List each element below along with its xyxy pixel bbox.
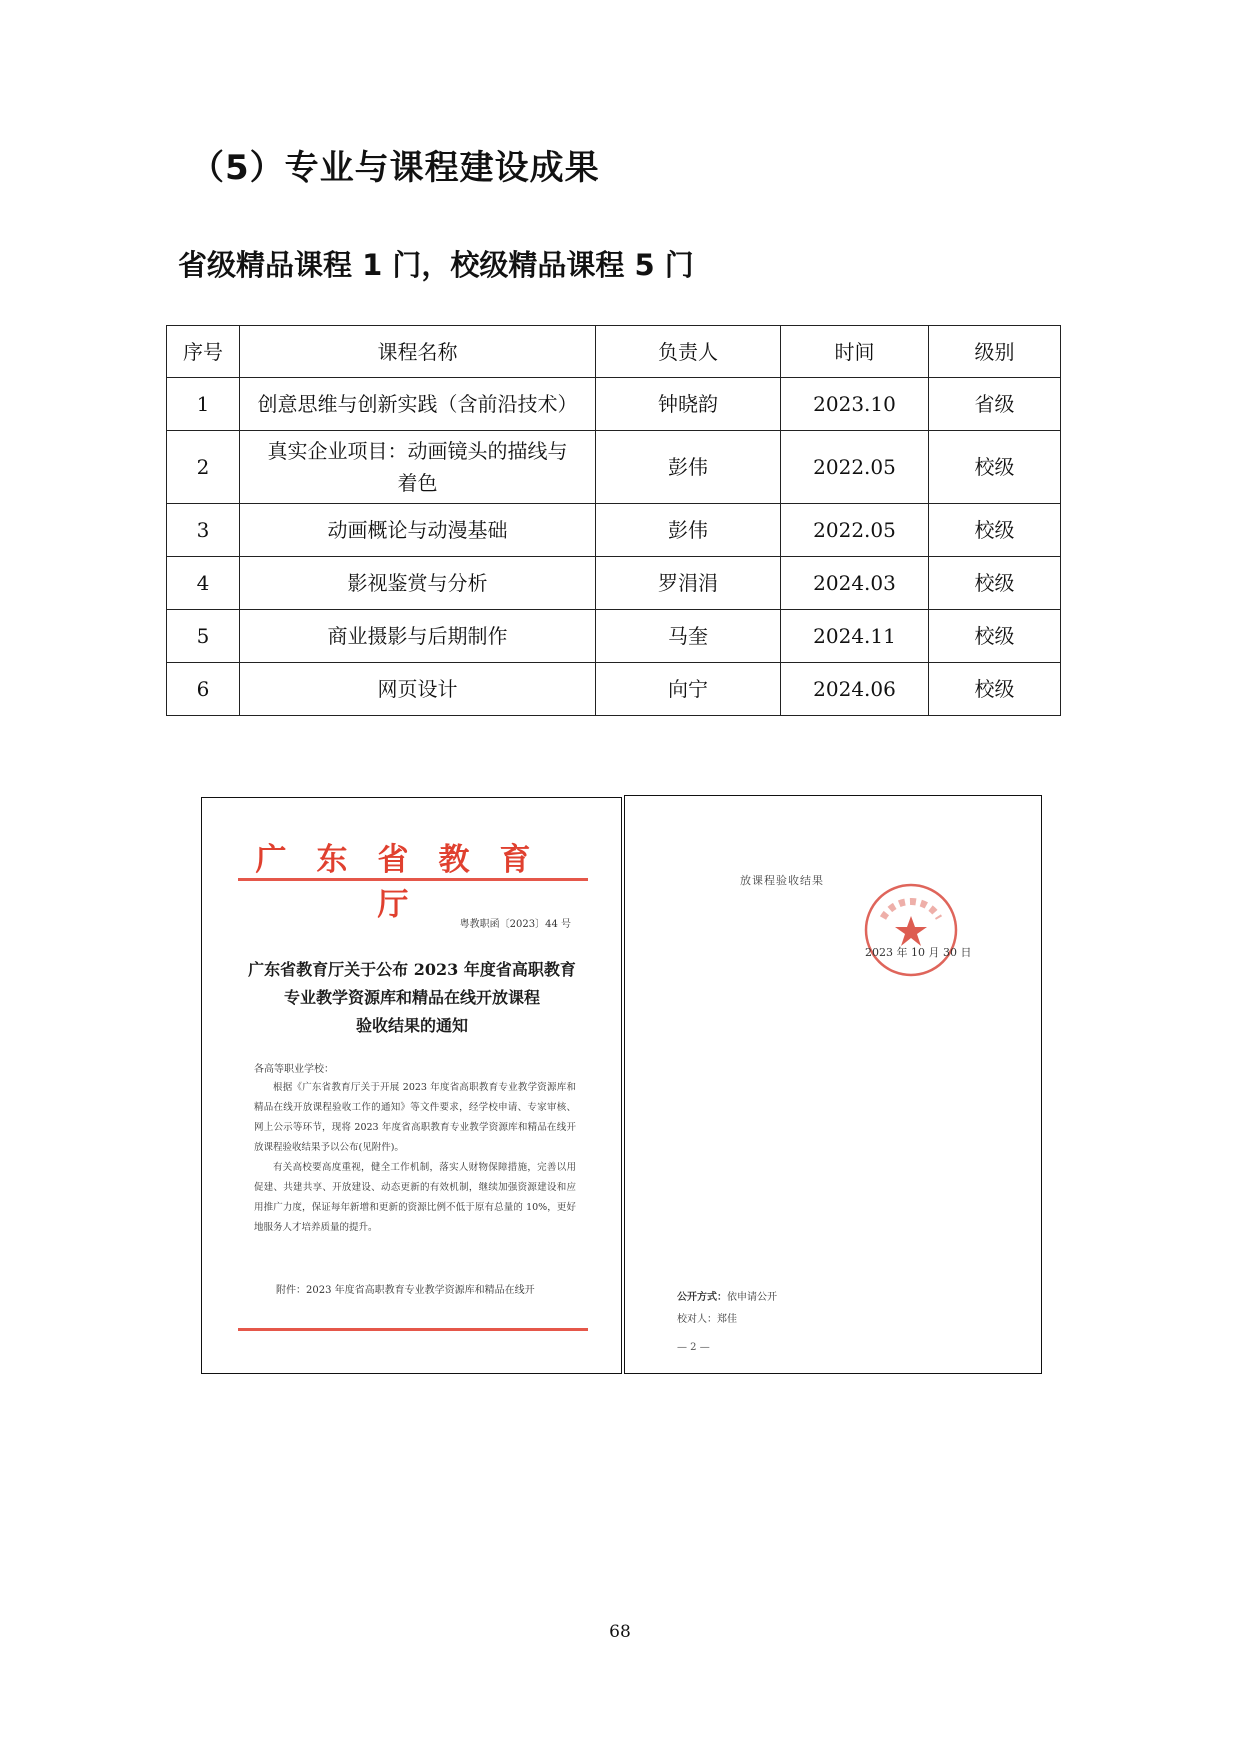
course-name-line-2: 着色 bbox=[397, 471, 438, 495]
notice-document-page-2 bbox=[624, 795, 1042, 1374]
header-time: 时间 bbox=[781, 326, 929, 378]
official-seal-icon bbox=[861, 880, 961, 980]
notice-body bbox=[254, 1078, 576, 1238]
table-header-row bbox=[167, 326, 1061, 378]
cell-lead: 向宁 bbox=[596, 663, 781, 716]
table-row bbox=[167, 378, 1061, 431]
attachment-heading: 放课程验收结果 bbox=[740, 874, 824, 887]
cell-no: 5 bbox=[167, 610, 240, 663]
cell-level: 校级 bbox=[929, 663, 1061, 716]
notice-title-line: 验收结果的通知 bbox=[355, 1016, 468, 1035]
cell-lead: 彭伟 bbox=[596, 431, 781, 504]
attachment-line: 附件：2023 年度省高职教育专业教学资源库和精品在线开 bbox=[276, 1285, 535, 1296]
notice-paragraph: 有关高校要高度重视，健全工作机制，落实人财物保障措施，完善以用促建、共建共享、开放建设、动态更新的有效机制，继续加强资源建设和应用推广力度，保证每年新增和更新的资源比例不低于原有总量的 10%，更好地服务人才培养质量的提升。 bbox=[254, 1162, 576, 1233]
table-row bbox=[167, 431, 1061, 504]
cell-course-name: 影视鉴赏与分析 bbox=[240, 557, 596, 610]
cell-time: 2022.05 bbox=[781, 431, 929, 504]
table-row bbox=[167, 663, 1061, 716]
header-no: 序号 bbox=[167, 326, 240, 378]
disclosure-label: 公开方式： bbox=[677, 1292, 727, 1303]
cell-course-name: 创意思维与创新实践（含前沿技术） bbox=[240, 378, 596, 431]
cell-level: 校级 bbox=[929, 431, 1061, 504]
cell-time: 2024.11 bbox=[781, 610, 929, 663]
page-number: 68 bbox=[609, 1622, 631, 1642]
cell-time: 2023.10 bbox=[781, 378, 929, 431]
cell-level: 校级 bbox=[929, 504, 1061, 557]
notice-document-page-1 bbox=[201, 797, 622, 1374]
cell-time: 2024.06 bbox=[781, 663, 929, 716]
red-rule-bottom bbox=[238, 1328, 588, 1331]
section-title: （5）专业与课程建设成果 bbox=[190, 148, 600, 188]
seal-date: 2023 年 10 月 30 日 bbox=[865, 946, 972, 959]
cell-course-name: 商业摄影与后期制作 bbox=[240, 610, 596, 663]
proofreader: 校对人：郑佳 bbox=[677, 1314, 737, 1325]
notice-title bbox=[222, 956, 602, 1040]
document-number: 粤教职函〔2023〕44 号 bbox=[459, 919, 571, 930]
header-course-name: 课程名称 bbox=[240, 326, 596, 378]
cell-course-name: 网页设计 bbox=[240, 663, 596, 716]
document-page-mark: — 2 — bbox=[677, 1342, 710, 1353]
courses-table bbox=[166, 325, 1061, 716]
notice-title-line: 广东省教育厅关于公布 2023 年度省高职教育 bbox=[248, 960, 576, 979]
cell-lead: 彭伟 bbox=[596, 504, 781, 557]
cell-no: 2 bbox=[167, 431, 240, 504]
header-level: 级别 bbox=[929, 326, 1061, 378]
header-lead: 负责人 bbox=[596, 326, 781, 378]
table-row bbox=[167, 610, 1061, 663]
cell-course-name bbox=[240, 431, 596, 504]
notice-paragraph: 根据《广东省教育厅关于开展 2023 年度省高职教育专业教学资源库和精品在线开放课程验收工作的通知》等文件要求，经学校申请、专家审核、网上公示等环节，现将 2023 年度省高职教育专业教学资源库和精品在线开放课程验收结果予以公布(见附件)。 bbox=[254, 1082, 576, 1153]
cell-no: 6 bbox=[167, 663, 240, 716]
cell-level: 校级 bbox=[929, 610, 1061, 663]
cell-no: 4 bbox=[167, 557, 240, 610]
table-row bbox=[167, 504, 1061, 557]
sub-title: 省级精品课程 1 门，校级精品课程 5 门 bbox=[178, 248, 694, 282]
cell-no: 1 bbox=[167, 378, 240, 431]
table-row bbox=[167, 557, 1061, 610]
disclosure-line bbox=[677, 1288, 777, 1303]
addressee: 各高等职业学校： bbox=[254, 1064, 334, 1075]
cell-time: 2024.03 bbox=[781, 557, 929, 610]
notice-title-line: 专业教学资源库和精品在线开放课程 bbox=[283, 988, 540, 1007]
disclosure-value: 依申请公开 bbox=[727, 1292, 777, 1303]
cell-lead: 钟晓韵 bbox=[596, 378, 781, 431]
cell-no: 3 bbox=[167, 504, 240, 557]
cell-time: 2022.05 bbox=[781, 504, 929, 557]
cell-level: 校级 bbox=[929, 557, 1061, 610]
cell-level: 省级 bbox=[929, 378, 1061, 431]
cell-lead: 马奎 bbox=[596, 610, 781, 663]
cell-course-name: 动画概论与动漫基础 bbox=[240, 504, 596, 557]
course-name-line-1: 真实企业项目：动画镜头的描线与 bbox=[267, 439, 568, 463]
cell-lead: 罗涓涓 bbox=[596, 557, 781, 610]
red-rule-top bbox=[238, 878, 588, 881]
letterhead: 广东省教育厅 bbox=[255, 842, 561, 923]
